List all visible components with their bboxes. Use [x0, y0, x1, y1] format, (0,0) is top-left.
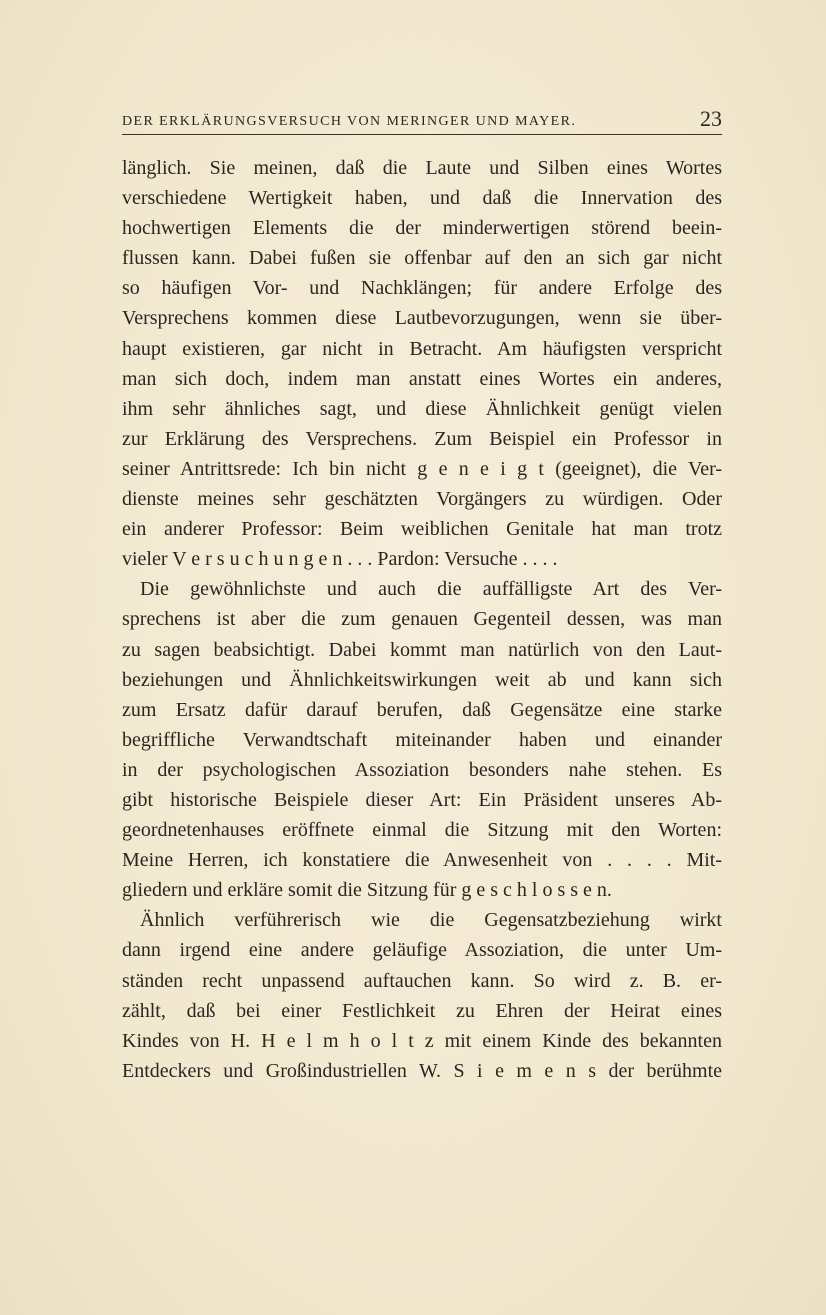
text-line: so häufigen Vor- und Nachklängen; für andere Erfolge des	[122, 277, 722, 300]
text-line: flussen kann. Dabei fußen sie offenbar auf den an sich gar nicht	[122, 247, 722, 270]
text-line: zählt, daß bei einer Festlichkeit zu Ehren der Heirat eines	[122, 999, 722, 1022]
text-line: verschiedene Wertigkeit haben, und daß die Innervation des	[122, 187, 722, 210]
text-line: zu sagen beabsichtigt. Dabei kommt man natürlich von den Laut-	[122, 638, 722, 661]
text-line: begriffliche Verwandtschaft miteinander haben und einander	[122, 728, 722, 751]
text-line: Meine Herren, ich konstatiere die Anwesenheit von . . . . Mit-	[122, 849, 722, 872]
text-line: dienste meines sehr geschätzten Vorgängers zu würdigen. Oder	[122, 488, 722, 511]
text-line: hochwertigen Elements die der minderwertigen störend beein-	[122, 217, 722, 240]
text-line: man sich doch, indem man anstatt eines Wortes ein anderes,	[122, 367, 722, 390]
paragraph-start-line: Die gewöhnlichste und auch die auffälligste Art des Ver-	[140, 578, 722, 601]
text-line: Kindes von H. H e l m h o l t z mit einem Kinde des bekannten	[122, 1029, 722, 1052]
paragraph-start-line: Ähnlich verführerisch wie die Gegensatzbeziehung wirkt	[140, 909, 722, 932]
body-text	[122, 153, 722, 1086]
text-line: ständen recht unpassend auftauchen kann. So wird z. B. er-	[122, 969, 722, 992]
text-line: vieler V e r s u c h u n g e n . . . Pardon: Versuche . . . .	[122, 548, 558, 571]
text-line: in der psychologischen Assoziation besonders nahe stehen. Es	[122, 758, 722, 781]
text-line: sprechens ist aber die zum genauen Gegenteil dessen, was man	[122, 608, 722, 631]
text-line: dann irgend eine andere geläufige Assoziation, die unter Um-	[122, 939, 722, 962]
text-line: haupt existieren, gar nicht in Betracht. Am häufigsten verspricht	[122, 337, 722, 360]
text-line: zum Ersatz dafür darauf berufen, daß Gegensätze eine starke	[122, 698, 722, 721]
text-line: beziehungen und Ähnlichkeitswirkungen weit ab und kann sich	[122, 668, 722, 691]
text-line: geordnetenhauses eröffnete einmal die Sitzung mit den Worten:	[122, 819, 722, 842]
text-line: Entdeckers und Großindustriellen W. S i e m e n s der berühmte	[122, 1059, 722, 1082]
text-line: seiner Antrittsrede: Ich bin nicht g e n e i g t (geeignet), die Ver-	[122, 457, 722, 480]
text-line: gliedern und erkläre somit die Sitzung für g e s c h l o s s e n.	[122, 879, 612, 902]
text-line: ein anderer Professor: Beim weiblichen Genitale hat man trotz	[122, 518, 722, 541]
text-line: länglich. Sie meinen, daß die Laute und Silben eines Wortes	[122, 157, 722, 179]
text-line: gibt historische Beispiele dieser Art: Ein Präsident unseres Ab-	[122, 788, 722, 811]
text-line: Versprechens kommen diese Lautbevorzugungen, wenn sie über-	[122, 307, 722, 330]
text-line: ihm sehr ähnliches sagt, und diese Ähnlichkeit genügt vielen	[122, 397, 722, 420]
text-line: zur Erklärung des Versprechens. Zum Beispiel ein Professor in	[122, 427, 722, 450]
page-number: 23	[700, 106, 722, 131]
running-title: DER ERKLÄRUNGSVERSUCH VON MERINGER UND MAYER.	[122, 114, 577, 129]
running-header	[122, 104, 722, 135]
